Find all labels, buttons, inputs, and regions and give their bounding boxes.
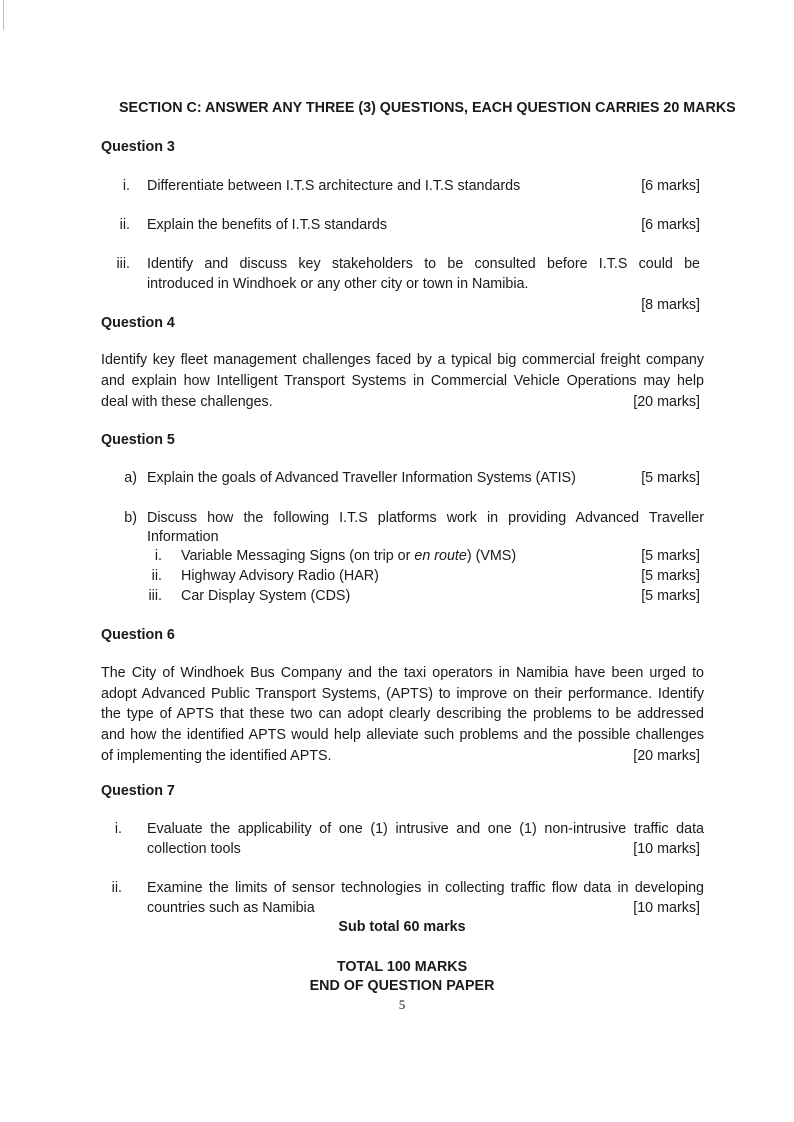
q4-text-line: deal with these challenges. <box>101 394 273 410</box>
subtotal: Sub total 60 marks <box>338 919 466 935</box>
question-7-heading: Question 7 <box>101 783 175 799</box>
q5-b-sub-marks: [5 marks] <box>641 588 700 604</box>
q6-text-line: adopt Advanced Public Transport Systems, (APTS) to improve on their performance. Identify <box>101 686 704 702</box>
total: TOTAL 100 MARKS <box>336 959 468 975</box>
q3-item-marks: [6 marks] <box>641 217 700 233</box>
section-title: SECTION C: ANSWER ANY THREE (3) QUESTIONS, EACH QUESTION CARRIES 20 MARKS <box>119 100 736 116</box>
q5-b-sub-marks: [5 marks] <box>641 548 700 564</box>
question-3-heading: Question 3 <box>101 139 175 155</box>
q7-item-num: ii. <box>111 880 122 896</box>
q3-item-text: Identify and discuss key stakeholders to be consulted before I.T.S could be <box>147 256 700 272</box>
page-number: 5 <box>398 997 406 1012</box>
q5-b-label: b) <box>124 510 137 526</box>
q6-text-line: of implementing the identified APTS. <box>101 748 332 764</box>
q3-item-text: Explain the benefits of I.T.S standards <box>147 217 388 233</box>
q5-b-sub-num: ii. <box>151 568 162 584</box>
q7-item-text: Evaluate the applicability of one (1) intrusive and one (1) non-intrusive traffic data <box>147 821 704 837</box>
q5-b-sub-text: Variable Messaging Signs (on trip or en route) (VMS) <box>181 548 517 564</box>
q5-b-sub-num: iii. <box>148 588 162 604</box>
q6-text-line: The City of Windhoek Bus Company and the taxi operators in Namibia have been urged to <box>101 665 704 681</box>
q3-item-num: i. <box>122 178 130 194</box>
q3-item-marks: [6 marks] <box>641 178 700 194</box>
q3-item-num: ii. <box>119 217 130 233</box>
q4-text-line: Identify key fleet management challenges faced by a typical big commercial freight company <box>101 352 704 368</box>
end-of-paper: END OF QUESTION PAPER <box>309 978 495 994</box>
q7-item-marks: [10 marks] <box>633 841 700 857</box>
q6-text-line: the type of APTS that these two can adopt clearly describing the problems to be addressed <box>101 706 704 722</box>
question-4-heading: Question 4 <box>101 315 175 331</box>
q3-item-text: introduced in Windhoek or any other city or town in Namibia. <box>147 276 529 292</box>
q3-item-text: Differentiate between I.T.S architecture and I.T.S standards <box>147 178 521 194</box>
question-5-heading: Question 5 <box>101 432 175 448</box>
question-6-heading: Question 6 <box>101 627 175 643</box>
q5-b-sub-text: Car Display System (CDS) <box>181 588 351 604</box>
q5-a-label: a) <box>124 470 137 486</box>
scan-edge-mark <box>3 0 4 30</box>
q7-item-marks: [10 marks] <box>633 900 700 916</box>
q4-text-line: and explain how Intelligent Transport Systems in Commercial Vehicle Operations may help <box>101 373 704 389</box>
q7-item-text: countries such as Namibia <box>147 900 315 916</box>
q3-item-num: iii. <box>116 256 130 272</box>
q5-a-text: Explain the goals of Advanced Traveller Information Systems (ATIS) <box>147 470 576 486</box>
q6-marks: [20 marks] <box>633 748 700 764</box>
q4-marks: [20 marks] <box>633 394 700 410</box>
q7-item-num: i. <box>114 821 122 837</box>
q5-a-marks: [5 marks] <box>641 470 700 486</box>
q7-item-text: Examine the limits of sensor technologies in collecting traffic flow data in developing <box>147 880 704 896</box>
q6-text-line: and how the identified APTS would help alleviate such problems and the possible challenges <box>101 727 704 743</box>
q5-b-text: Discuss how the following I.T.S platforms work in providing Advanced Traveller <box>147 510 704 526</box>
q3-item-marks: [8 marks] <box>641 297 700 313</box>
q5-b-sub-text: Highway Advisory Radio (HAR) <box>181 568 379 584</box>
q7-item-text: collection tools <box>147 841 241 857</box>
q5-b-text: Information <box>147 529 219 545</box>
q5-b-sub-marks: [5 marks] <box>641 568 700 584</box>
q5-b-sub-num: i. <box>154 548 162 564</box>
